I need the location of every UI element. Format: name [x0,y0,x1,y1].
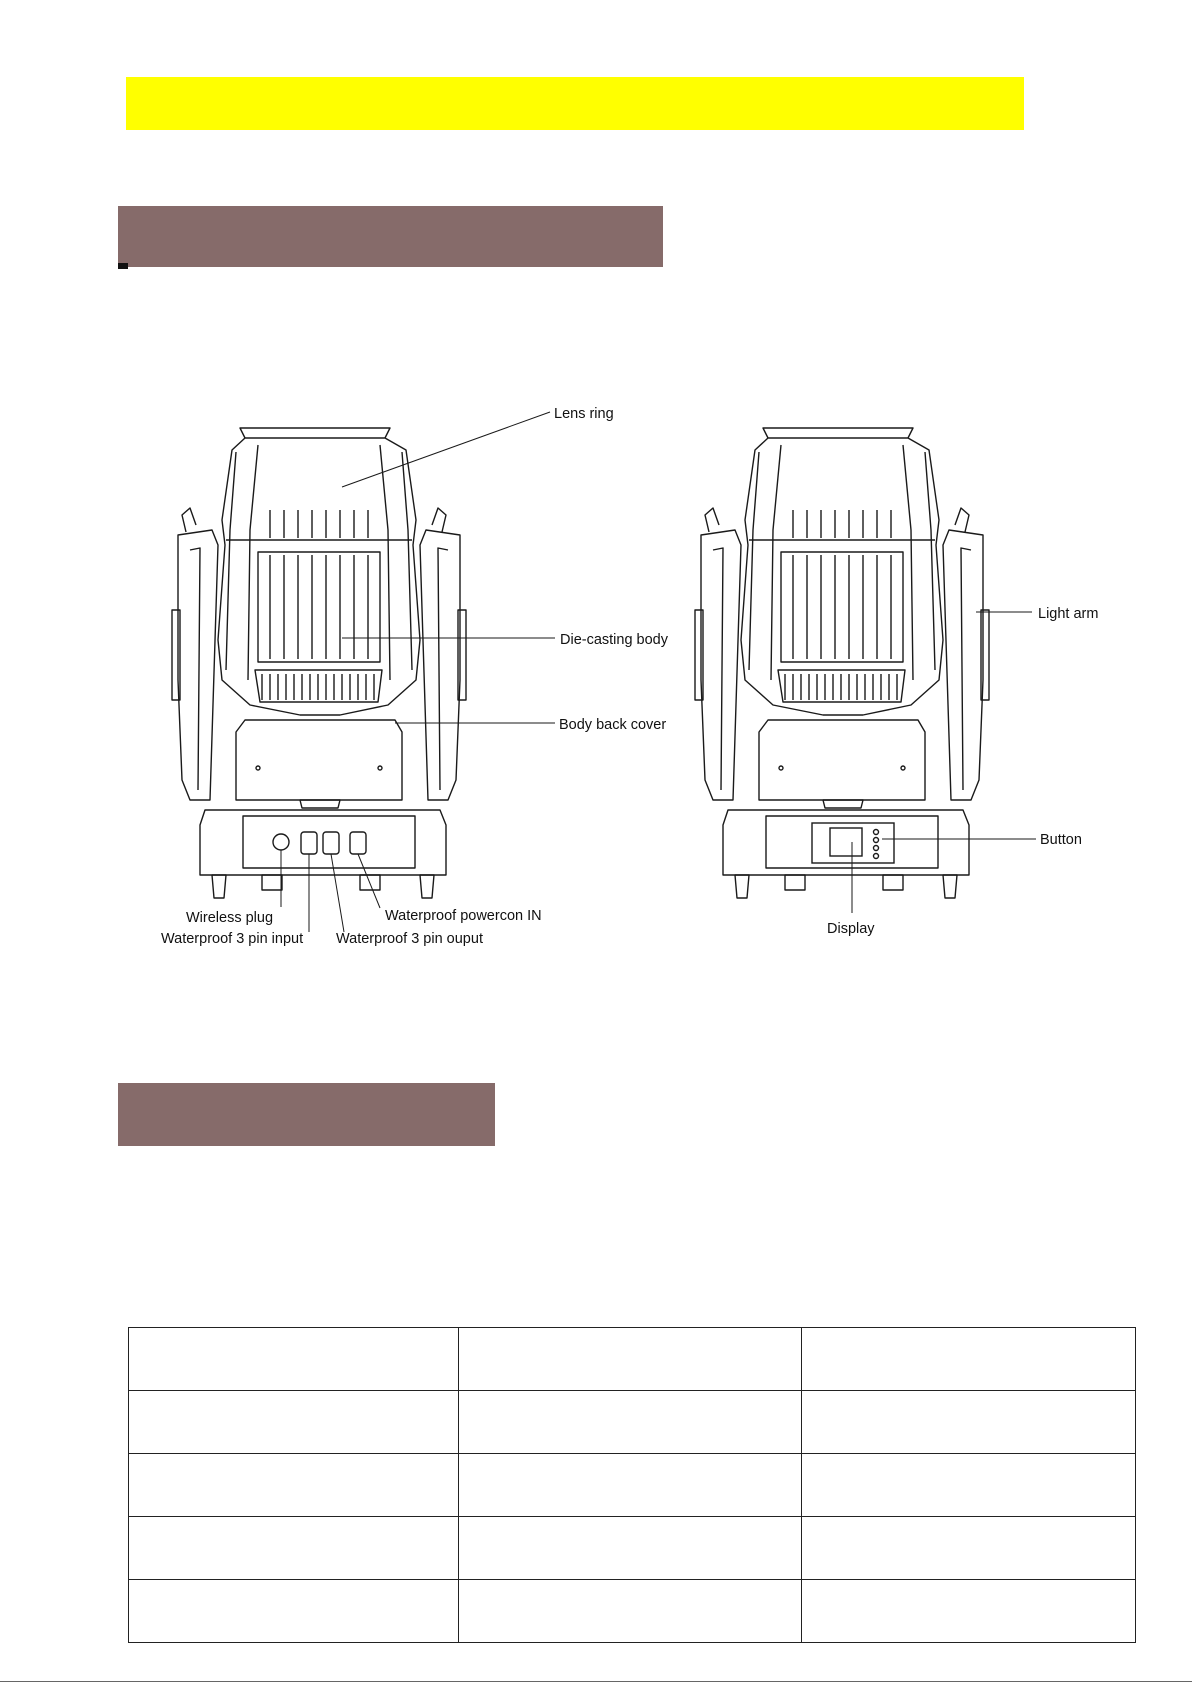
table-cell [802,1580,1136,1643]
label-waterproof-3pin-output: Waterproof 3 pin ouput [336,931,483,947]
label-display: Display [827,921,875,937]
page-bottom-rule [0,1681,1192,1682]
table-cell [129,1454,459,1517]
table-cell [459,1454,802,1517]
table-cell [459,1580,802,1643]
table-row [129,1517,1136,1580]
control-panel [812,823,894,863]
table-cell [129,1328,459,1391]
table-cell [129,1517,459,1580]
label-button: Button [1040,832,1082,848]
fixture-overview-diagram [0,380,1192,960]
spec-table [128,1327,1136,1643]
section-heading-bar-1 [118,206,663,267]
label-waterproof-powercon-in: Waterproof powercon IN [385,908,542,924]
label-body-back-cover: Body back cover [559,717,667,733]
label-waterproof-3pin-input: Waterproof 3 pin input [161,931,304,947]
table-cell [802,1328,1136,1391]
fixture-front-view [161,406,669,947]
table-row [129,1328,1136,1391]
button-icon [874,838,879,843]
title-banner [126,77,1024,130]
table-cell [802,1454,1136,1517]
table-row [129,1454,1136,1517]
output-connector-icon [323,832,339,854]
table-cell [459,1328,802,1391]
label-lens-ring: Lens ring [554,406,614,422]
label-wireless-plug: Wireless plug [186,910,274,926]
label-light-arm: Light arm [1038,606,1099,622]
table-cell [129,1580,459,1643]
table-cell [802,1517,1136,1580]
table-row [129,1391,1136,1454]
button-icon [874,830,879,835]
section-heading-bar-1-shadow [118,263,128,269]
label-die-casting-body: Die-casting body [560,632,668,648]
input-connector-icon [301,832,317,854]
fixture-back-view [695,428,1098,937]
table-row [129,1580,1136,1643]
button-icon [874,854,879,859]
section-heading-bar-2 [118,1083,495,1146]
table-cell [802,1391,1136,1454]
table-cell [459,1391,802,1454]
wireless-plug-icon [273,834,289,850]
button-icon [874,846,879,851]
display-screen-icon [830,828,862,856]
table-cell [129,1391,459,1454]
table-cell [459,1517,802,1580]
powercon-connector-icon [350,832,366,854]
